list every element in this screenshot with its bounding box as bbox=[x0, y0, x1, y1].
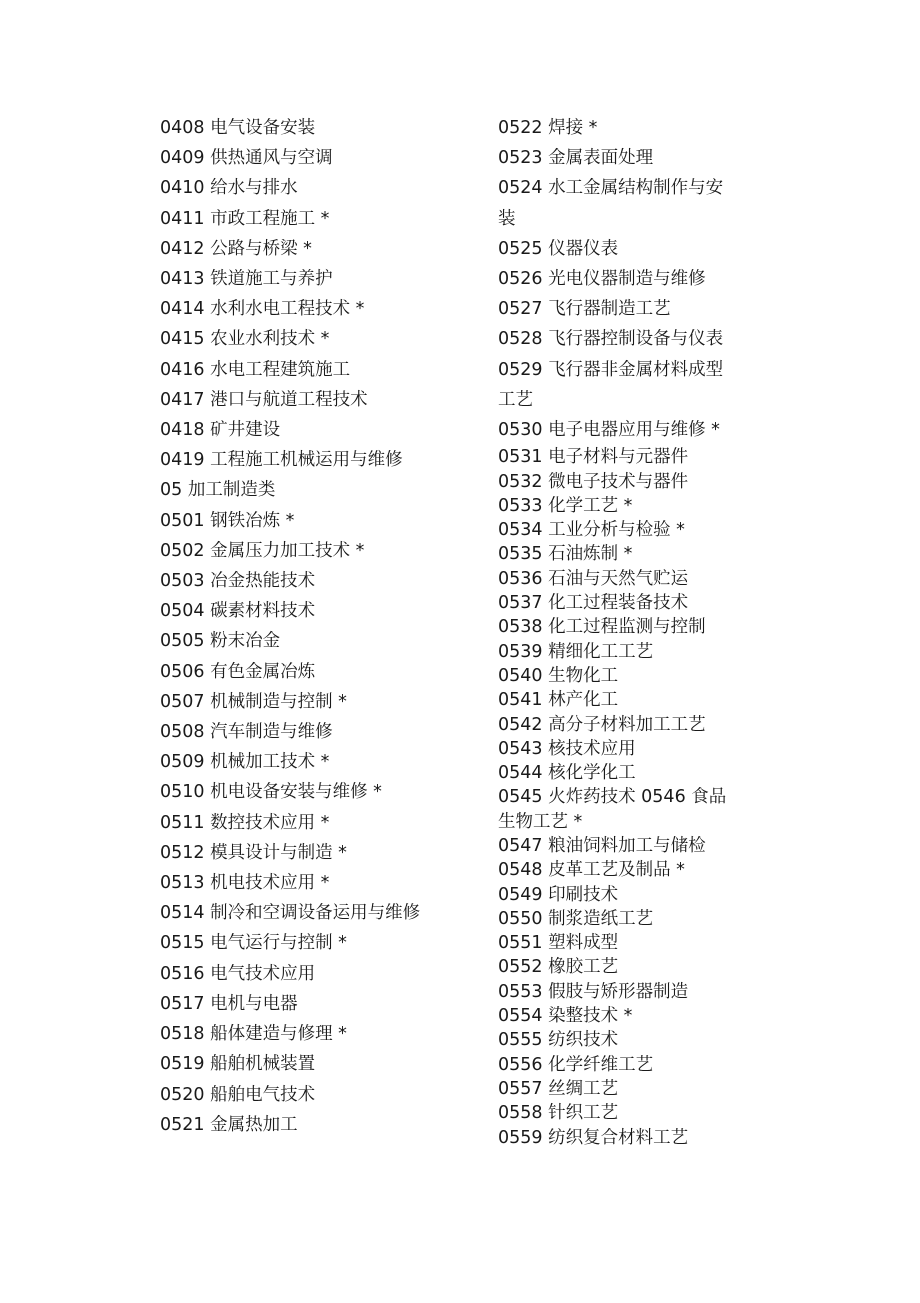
list-item: 0537 化工过程装备技术 bbox=[498, 593, 689, 614]
list-item: 0418 矿井建设 bbox=[160, 420, 281, 441]
list-item: 0532 微电子技术与器件 bbox=[498, 471, 689, 492]
list-item: 0545 火炸药技术 0546 食品生物工艺 * bbox=[498, 787, 727, 832]
list-item: 0508 汽车制造与维修 bbox=[160, 722, 333, 743]
list-item: 0549 印刷技术 bbox=[498, 884, 619, 905]
list-item: 0557 丝绸工艺 bbox=[498, 1078, 619, 1099]
list-item: 0524 水工金属结构制作与安装 bbox=[498, 178, 724, 229]
list-item: 0523 金属表面处理 bbox=[498, 148, 654, 169]
list-item: 0548 皮革工艺及制品 * bbox=[498, 860, 685, 881]
list-item: 0522 焊接 * bbox=[498, 118, 598, 138]
list-item: 0541 林产化工 bbox=[498, 690, 619, 711]
list-item: 0520 船舶电气技术 bbox=[160, 1084, 316, 1105]
list-item: 05 加工制造类 bbox=[160, 480, 276, 501]
list-item: 0551 塑料成型 bbox=[498, 933, 619, 954]
list-item: 0516 电气技术应用 bbox=[160, 963, 316, 984]
list-item: 0518 船体建造与修理 * bbox=[160, 1024, 347, 1045]
list-item: 0510 机电设备安装与维修 * bbox=[160, 782, 382, 803]
list-item: 0531 电子材料与元器件 bbox=[498, 447, 689, 468]
list-item: 0412 公路与桥梁 * bbox=[160, 238, 312, 259]
list-item: 0417 港口与航道工程技术 bbox=[160, 389, 368, 410]
list-item: 0530 电子电器应用与维修 * bbox=[498, 420, 720, 441]
list-item: 0409 供热通风与空调 bbox=[160, 148, 333, 169]
list-item: 0514 制冷和空调设备运用与维修 bbox=[160, 903, 421, 924]
list-item: 0517 电机与电器 bbox=[160, 993, 298, 1014]
list-item: 0411 市政工程施工 * bbox=[160, 208, 330, 229]
list-item: 0507 机械制造与控制 * bbox=[160, 691, 347, 712]
list-item: 0539 精细化工工艺 bbox=[498, 641, 654, 662]
list-item: 0410 给水与排水 bbox=[160, 178, 298, 199]
list-item: 0528 飞行器控制设备与仪表 bbox=[498, 329, 724, 350]
list-item: 0552 橡胶工艺 bbox=[498, 957, 619, 978]
list-item: 0414 水利水电工程技术 * bbox=[160, 299, 365, 320]
right-column-list bbox=[498, 113, 738, 1150]
list-item: 0519 船舶机械装置 bbox=[160, 1054, 316, 1075]
list-item: 0542 高分子材料加工工艺 bbox=[498, 714, 706, 735]
list-item: 0502 金属压力加工技术 * bbox=[160, 540, 365, 561]
list-item: 0538 化工过程监测与控制 bbox=[498, 617, 706, 638]
list-item: 0505 粉末冶金 bbox=[160, 631, 281, 652]
list-item: 0543 核技术应用 bbox=[498, 738, 636, 759]
list-item: 0529 飞行器非金属材料成型工艺 bbox=[498, 359, 724, 410]
list-item: 0525 仪器仪表 bbox=[498, 238, 619, 259]
list-item: 0553 假肢与矫形器制造 bbox=[498, 981, 689, 1002]
list-item: 0501 钢铁冶炼 * bbox=[160, 510, 295, 531]
list-item: 0504 碳素材料技术 bbox=[160, 601, 316, 622]
list-item: 0547 粮油饲料加工与储检 bbox=[498, 835, 706, 856]
list-item: 0550 制浆造纸工艺 bbox=[498, 908, 654, 929]
list-item: 0554 染整技术 * bbox=[498, 1006, 633, 1027]
list-item: 0544 核化学化工 bbox=[498, 763, 636, 784]
list-item: 0415 农业水利技术 * bbox=[160, 329, 330, 350]
list-item: 0416 水电工程建筑施工 bbox=[160, 359, 351, 380]
list-item: 0527 飞行器制造工艺 bbox=[498, 299, 671, 320]
list-item: 0503 冶金热能技术 bbox=[160, 571, 316, 592]
list-item: 0419 工程施工机械运用与维修 bbox=[160, 450, 403, 471]
list-item: 0506 有色金属冶炼 bbox=[160, 661, 316, 682]
list-item: 0533 化学工艺 * bbox=[498, 495, 633, 516]
list-item: 0534 工业分析与检验 * bbox=[498, 520, 685, 541]
list-item: 0526 光电仪器制造与维修 bbox=[498, 269, 706, 290]
list-item: 0536 石油与天然气贮运 bbox=[498, 568, 689, 589]
list-item: 0535 石油炼制 * bbox=[498, 544, 633, 565]
left-column-list bbox=[160, 113, 430, 1140]
list-item: 0512 模具设计与制造 * bbox=[160, 842, 347, 863]
list-item: 0521 金属热加工 bbox=[160, 1114, 298, 1135]
list-item: 0413 铁道施工与养护 bbox=[160, 269, 333, 290]
list-item: 0513 机电技术应用 * bbox=[160, 873, 330, 894]
list-item: 0558 针织工艺 bbox=[498, 1103, 619, 1124]
list-item: 0509 机械加工技术 * bbox=[160, 752, 330, 773]
list-item: 0408 电气设备安装 bbox=[160, 118, 316, 138]
list-item: 0511 数控技术应用 * bbox=[160, 812, 330, 833]
list-item: 0515 电气运行与控制 * bbox=[160, 933, 347, 954]
list-item: 0559 纺织复合材料工艺 bbox=[498, 1127, 689, 1148]
list-item: 0555 纺织技术 bbox=[498, 1030, 619, 1051]
list-item: 0556 化学纤维工艺 bbox=[498, 1054, 654, 1075]
list-item: 0540 生物化工 bbox=[498, 665, 619, 686]
